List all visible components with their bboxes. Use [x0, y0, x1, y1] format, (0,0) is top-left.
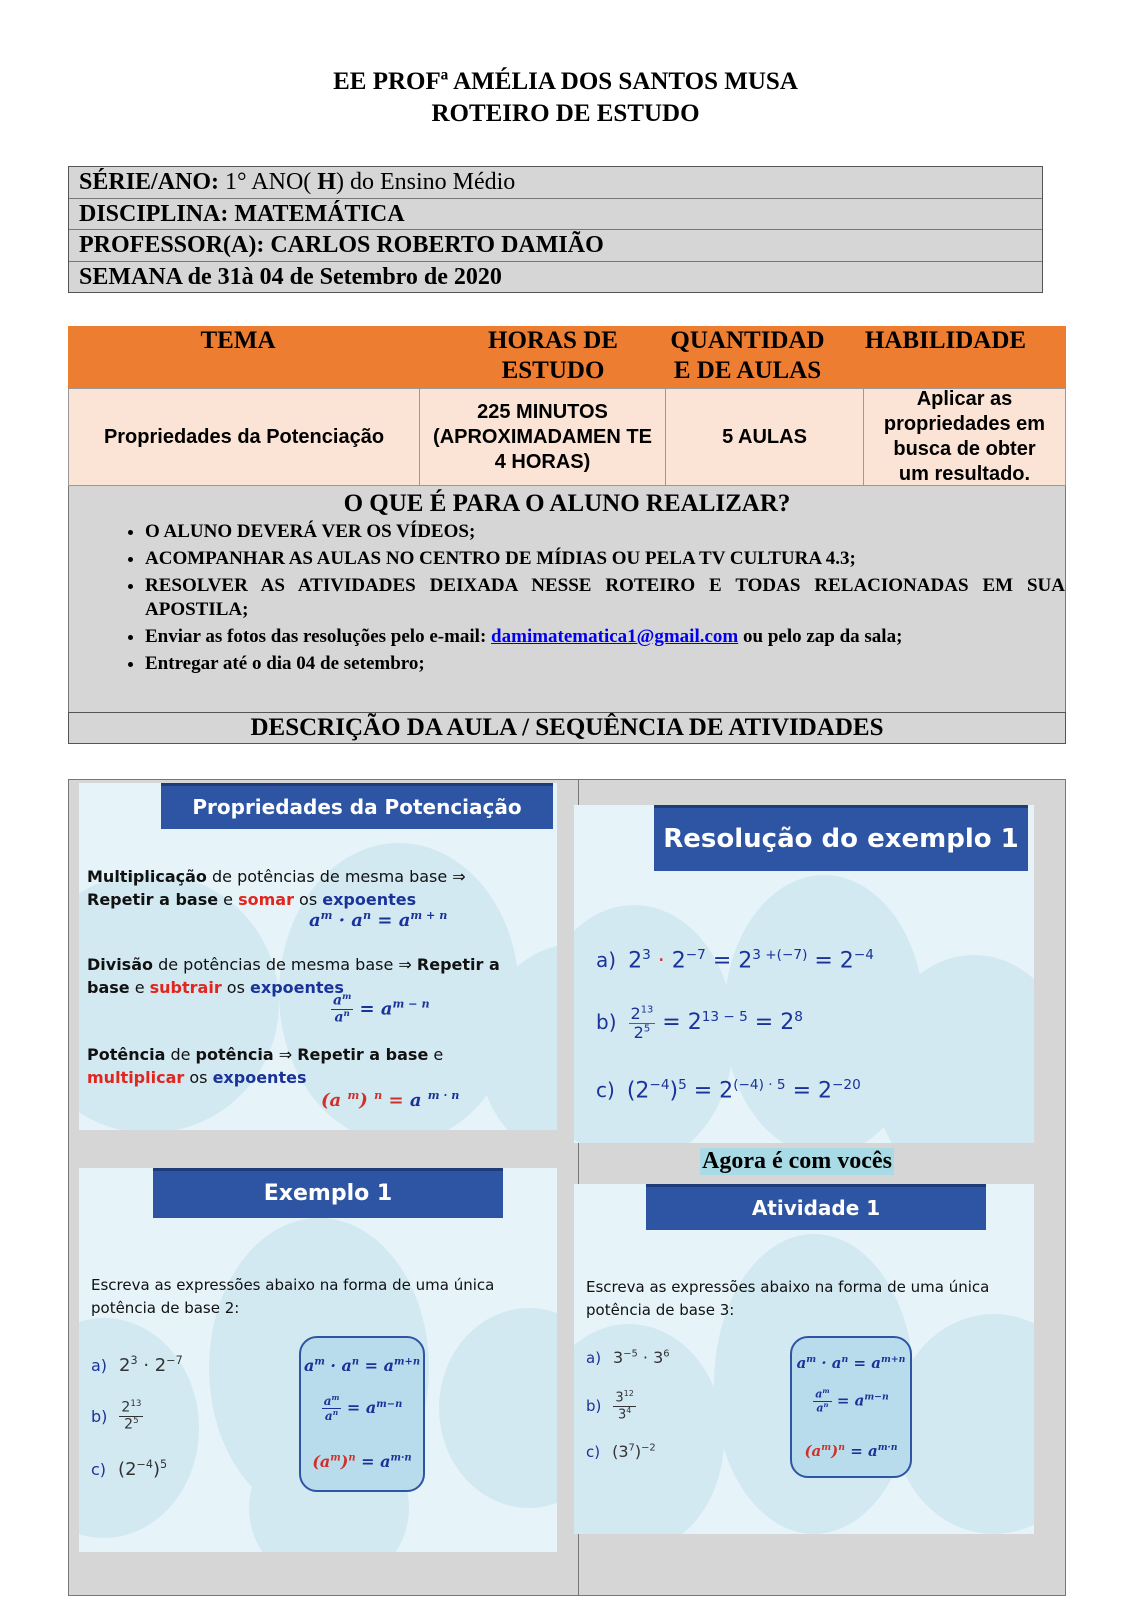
slide-propriedades — [79, 783, 557, 1130]
task-item: • ACOMPANHAR AS AULAS NO CENTRO DE MÍDIAS OU PELA TV CULTURA 4.3; — [145, 547, 1065, 571]
bg-circle — [439, 1308, 557, 1508]
tasks-title: O QUE É PARA O ALUNO REALIZAR? — [343, 490, 791, 517]
document-title: ROTEIRO DE ESTUDO — [431, 100, 700, 127]
kw-multiplicacao: Multiplicação — [87, 867, 207, 886]
bg-circle — [894, 1314, 1034, 1534]
slide-title: Propriedades da Potenciação — [161, 783, 553, 829]
resolution-c: c) $(2^{-4})^5 = 2^{(-4) \cdot 5} = 2^{-20}$ — [596, 1077, 861, 1104]
info-row-disciplina: DISCIPLINA: MATEMÁTICA — [69, 199, 1042, 231]
kw-potencia: Potência — [87, 1045, 166, 1064]
formula-potencia: (a $^m$) $^n$ = a $^{m \cdot n}$ — [321, 1089, 460, 1111]
item-label: a) — [586, 1349, 602, 1367]
kw-repetir: Repetir a base — [87, 890, 219, 909]
resolution-b: b) $\frac{2^{13}}{2^5}$ = $2^{13 - 5} = 2^8$ — [596, 1004, 803, 1042]
kw-expoentes: expoentes — [250, 978, 344, 997]
email-prefix: Enviar as fotos das resoluções pelo e-mail: — [145, 626, 492, 647]
task-item-email — [145, 625, 1065, 649]
item-label: a) — [91, 1356, 108, 1375]
info-row-professor: PROFESSOR(A): CARLOS ROBERTO DAMIÃO — [69, 230, 1042, 262]
kw-repetir: Repetir a base — [297, 1045, 429, 1064]
rule-text: de — [165, 1045, 196, 1064]
rule-multiplicacao — [87, 865, 507, 911]
rule-text: e — [218, 890, 239, 909]
box-formula-mult: $a^m \cdot a^n = a^{m+n}$ — [796, 1354, 906, 1372]
tasks-section — [68, 486, 1066, 712]
cell-tema: Propriedades da Potenciação — [69, 389, 420, 485]
cell-horas: 225 MINUTOS (APROXIMADAMEN TE 4 HORAS) — [420, 389, 666, 485]
exercise-prompt: Escreva as expressões abaixo na forma de uma única potência de base 2: — [91, 1276, 495, 1317]
kw-expoentes: expoentes — [322, 890, 417, 909]
kw-somar: somar — [238, 890, 294, 909]
slide-resolucao — [574, 805, 1034, 1143]
slide-exemplo — [79, 1168, 557, 1552]
slide-title: Resolução do exemplo 1 — [654, 805, 1028, 871]
bg-circle — [79, 873, 279, 1130]
resolution-a: a) $2^3 \cdot 2^{-7} = 2^{3 +(-7)} = 2^{-4}$ — [596, 947, 874, 974]
header-quantidade: QUANTIDAD E DE AULAS — [670, 327, 825, 384]
properties-reminder-box — [299, 1336, 425, 1492]
email-suffix: ou pelo zap da sala; — [738, 626, 903, 647]
item-label: c) — [586, 1443, 601, 1461]
rule-text: de potências de mesma base ⇒ — [206, 867, 466, 886]
tasks-list — [109, 520, 1065, 679]
info-row-serie — [69, 167, 1042, 199]
item-label: b) — [91, 1406, 108, 1426]
box-formula-div: $\frac{a^m}{a^n}$ = $a^{m-n}$ — [323, 1393, 403, 1424]
header-horas: HORAS DE ESTUDO — [488, 327, 618, 384]
item-label: b) — [586, 1396, 602, 1415]
item-label: a) — [596, 948, 617, 973]
kw-subtrair: subtrair — [149, 978, 222, 997]
serie-value-a: 1° ANO( — [219, 169, 318, 195]
box-formula-div: $\frac{a^m}{a^n}$ = $a^{m-n}$ — [815, 1387, 889, 1415]
school-name: EE PROFª AMÉLIA DOS SANTOS MUSA — [333, 68, 798, 95]
description-title: DESCRIÇÃO DA AULA / SEQUÊNCIA DE ATIVIDADES — [68, 712, 1066, 744]
properties-reminder-box — [790, 1336, 912, 1478]
formula-multiplicacao: $a^m \cdot a^n = a^{m + n}$ — [309, 909, 448, 931]
exercise-b: b) $\frac{2^{13}}{2^5}$ — [91, 1399, 142, 1433]
rule-text: e — [428, 1045, 444, 1064]
serie-value-c: ) do Ensino Médio — [335, 169, 516, 195]
activity-a: a) $3^{-5} \cdot 3^6$ — [586, 1348, 670, 1367]
item-label: c) — [596, 1078, 615, 1103]
cell-habilidade: Aplicar as propriedades em busca de obter um resultado. — [883, 388, 1046, 485]
info-table — [68, 166, 1043, 293]
tema-table-row — [68, 388, 1066, 486]
activity-b: b) $\frac{3^{12}}{3^4}$ — [586, 1389, 634, 1422]
exercise-a: a) $2^3 \cdot 2^{-7}$ — [91, 1354, 183, 1376]
serie-value-b: H — [317, 169, 336, 195]
rule-text: os — [293, 890, 323, 909]
kw-potencia: potência — [195, 1045, 274, 1064]
header-tema: TEMA — [200, 327, 276, 354]
task-item-deadline: • Entregar até o dia 04 de setembro; — [145, 652, 1065, 676]
box-formula-mult: $a^m \cdot a^n = a^{m+n}$ — [303, 1356, 421, 1375]
box-formula-pow: $(a^m)^n = a^{m\cdot n}$ — [312, 1452, 412, 1471]
item-label: b) — [596, 1010, 617, 1035]
tema-table-header — [68, 326, 1066, 388]
slides-grid — [68, 779, 1066, 1596]
kw-expoentes: expoentes — [212, 1068, 307, 1087]
activity-c: c) $(3^7)^{-2}$ — [586, 1442, 656, 1461]
exercise-prompt: Escreva as expressões abaixo na forma de uma única potência de base 3: — [586, 1278, 990, 1319]
info-row-semana: SEMANA de 31à 04 de Setembro de 2020 — [79, 263, 502, 290]
exercise-c: c) $(2^{-4})^5$ — [91, 1458, 168, 1480]
header-habilidade: HABILIDADE — [864, 327, 1027, 354]
rule-text: os — [221, 978, 251, 997]
rule-text: de potências de mesma base ⇒ — [153, 955, 417, 974]
rule-potencia — [87, 1043, 507, 1089]
kw-divisao: Divisão — [87, 955, 153, 974]
slide-title: Atividade 1 — [646, 1184, 986, 1230]
task-item: • O ALUNO DEVERÁ VER OS VÍDEOS; — [145, 520, 1065, 544]
rule-divisao — [87, 953, 507, 999]
agora-banner: Agora é com vocês — [702, 1148, 892, 1174]
rule-text: e — [129, 978, 150, 997]
item-label: c) — [91, 1460, 107, 1479]
task-item: • RESOLVER AS ATIVIDADES DEIXADA NESSE ROTEIRO E TODAS RELACIONADAS EM SUA APOSTILA; — [145, 574, 1065, 622]
kw-repetir: Repetir a base — [87, 955, 500, 997]
serie-label: SÉRIE/ANO: — [79, 169, 220, 195]
cell-aulas: 5 AULAS — [666, 389, 864, 485]
rule-text: os — [184, 1068, 213, 1087]
slide-atividade — [574, 1184, 1034, 1534]
email-link[interactable]: damimatematica1@gmail.com — [491, 626, 739, 647]
slide-title: Exemplo 1 — [153, 1168, 503, 1218]
formula-divisao: $\frac{a^m}{a^n}$ = $a^{m - n}$ — [333, 992, 430, 1026]
kw-multiplicar: multiplicar — [87, 1068, 185, 1087]
box-formula-pow: $(a^m)^n = a^{m\cdot n}$ — [804, 1442, 898, 1460]
rule-text: ⇒ — [273, 1045, 298, 1064]
